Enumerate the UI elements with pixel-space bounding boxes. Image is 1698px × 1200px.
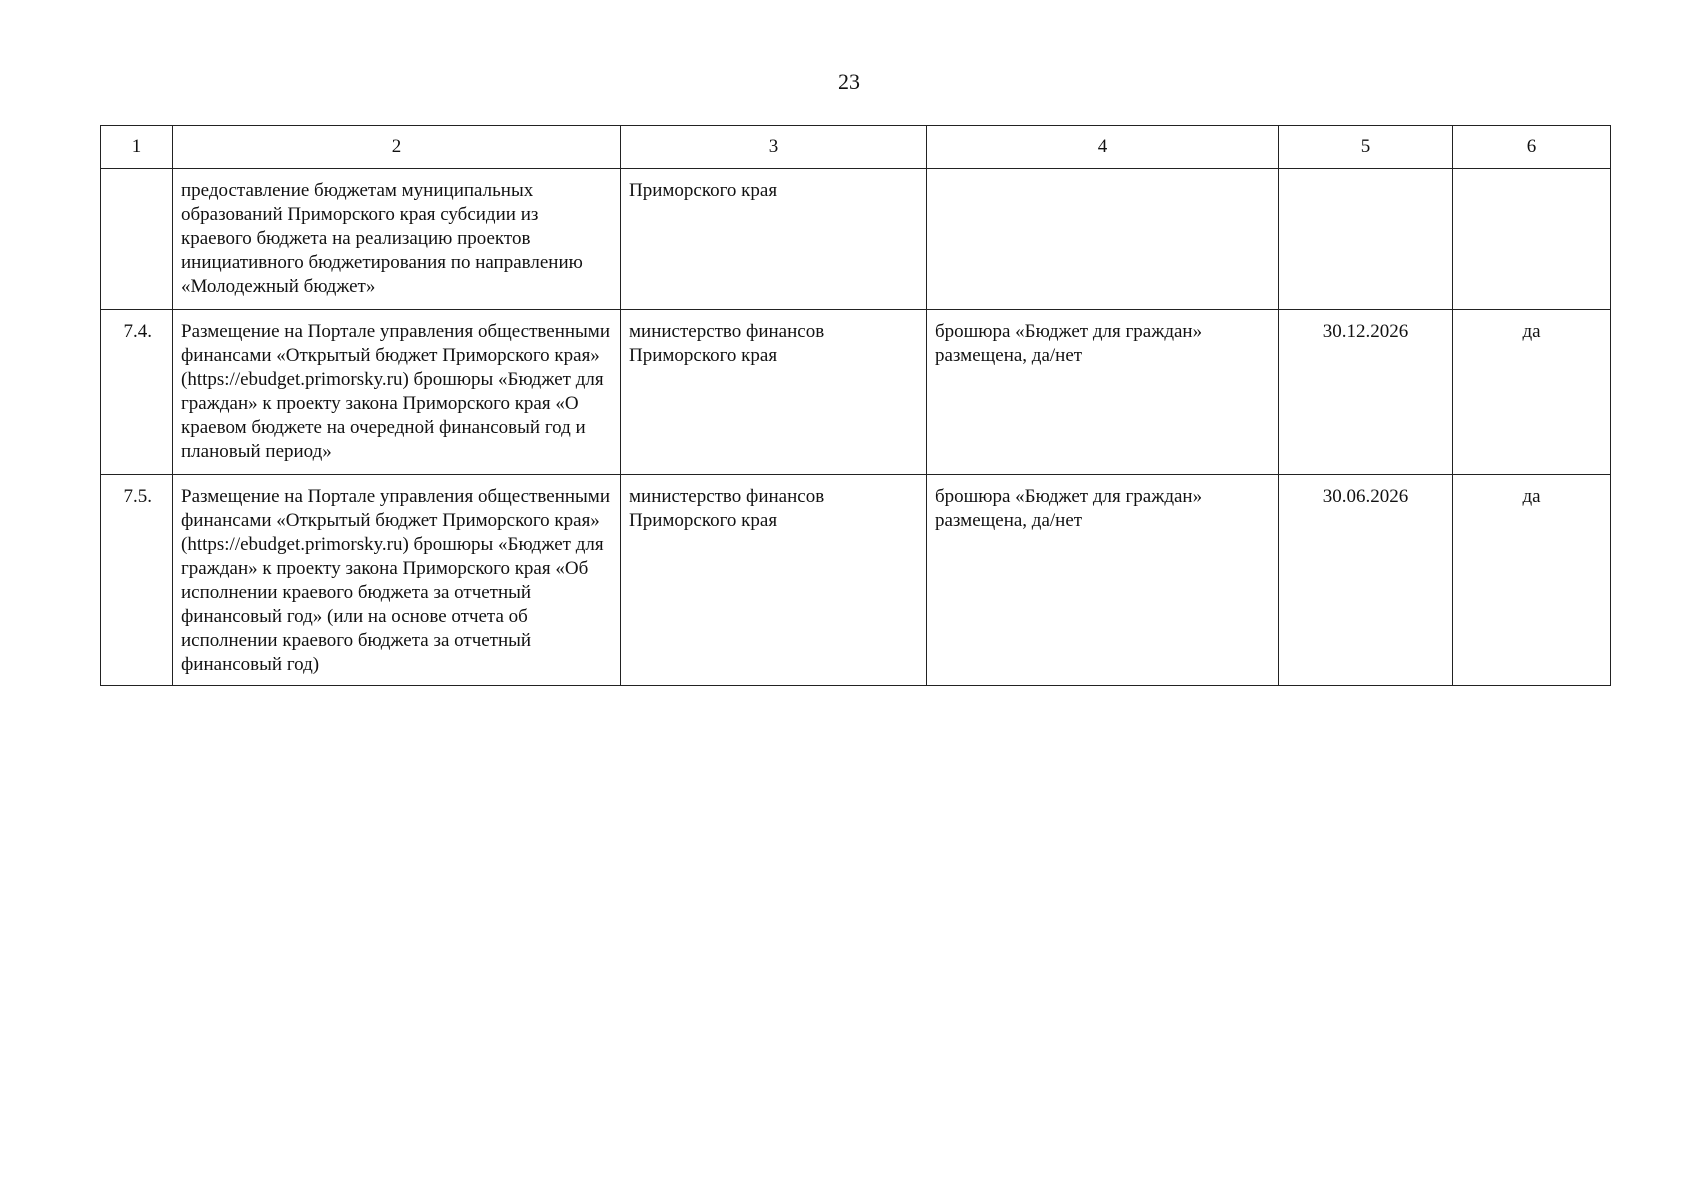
- row-number: 7.5.: [101, 475, 173, 686]
- row-description: Размещение на Портале управления общественными финансами «Открытый бюджет Приморского края» (https://ebudget.primorsky.ru) брошюры «Бюджет для граждан» к проекту закона Приморского края «О краевом бюджете на очередной финансовый год и плановый период»: [173, 310, 621, 475]
- table-row: [101, 169, 1611, 310]
- plan-table: [100, 125, 1611, 686]
- table-header-row: [101, 126, 1611, 169]
- row-description: предоставление бюджетам муниципальных образований Приморского края субсидии из краевого бюджета на реализацию проектов инициативного бюджетирования по направлению «Молодежный бюджет»: [173, 169, 621, 310]
- column-header: 2: [173, 126, 621, 169]
- row-deadline: [1279, 169, 1453, 310]
- row-deadline: 30.12.2026: [1279, 310, 1453, 475]
- row-indicator: брошюра «Бюджет для граждан» размещена, да/нет: [927, 475, 1279, 686]
- row-responsible: министерство финансов Приморского края: [621, 310, 927, 475]
- column-header: 6: [1453, 126, 1611, 169]
- row-indicator: брошюра «Бюджет для граждан» размещена, да/нет: [927, 310, 1279, 475]
- table-row: [101, 475, 1611, 686]
- row-responsible: министерство финансов Приморского края: [621, 475, 927, 686]
- row-responsible: Приморского края: [621, 169, 927, 310]
- row-indicator: [927, 169, 1279, 310]
- column-header: 3: [621, 126, 927, 169]
- row-value: [1453, 169, 1611, 310]
- page-number: 23: [838, 69, 860, 94]
- table-row: [101, 310, 1611, 475]
- row-deadline: 30.06.2026: [1279, 475, 1453, 686]
- row-number: 7.4.: [101, 310, 173, 475]
- column-header: 1: [101, 126, 173, 169]
- row-description: Размещение на Портале управления общественными финансами «Открытый бюджет Приморского края» (https://ebudget.primorsky.ru) брошюры «Бюджет для граждан» к проекту закона Приморского края «Об исполнении краевого бюджета за отчетный финансовый год» (или на основе отчета об исполнении краевого бюджета за отчетный финансовый год): [173, 475, 621, 686]
- row-value: да: [1453, 310, 1611, 475]
- column-header: 5: [1279, 126, 1453, 169]
- column-header: 4: [927, 126, 1279, 169]
- row-number: [101, 169, 173, 310]
- row-value: да: [1453, 475, 1611, 686]
